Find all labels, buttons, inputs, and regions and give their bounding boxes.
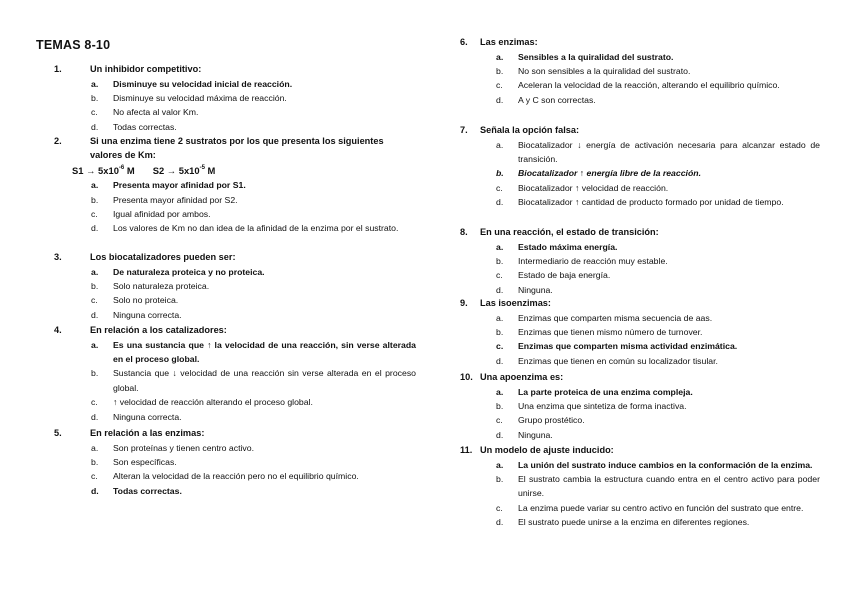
- option-text: Estado de baja energía.: [518, 270, 611, 281]
- option-text: Todas correctas.: [113, 485, 182, 496]
- question-9: [460, 297, 820, 368]
- option-text: Disminuye su velocidad máxima de reacción.: [113, 93, 287, 103]
- option-letter: b.: [496, 401, 504, 411]
- option-a: [91, 441, 416, 455]
- option-letter: b.: [91, 93, 99, 103]
- option-a: [496, 50, 820, 64]
- option-b: [496, 166, 820, 180]
- option-letter: c.: [91, 471, 98, 482]
- option-text: La unión del sustrato induce cambios en la conformación de la enzima.: [518, 459, 813, 470]
- option-b: [91, 193, 416, 207]
- question-number: 9.: [460, 298, 468, 308]
- option-letter: d.: [496, 355, 504, 366]
- option-c: [91, 469, 416, 483]
- question-5: [36, 427, 416, 498]
- option-letter: b.: [91, 281, 99, 291]
- option-d: [91, 410, 416, 424]
- option-letter: a.: [496, 386, 504, 397]
- question-number: 5.: [54, 428, 62, 438]
- option-letter: b.: [496, 66, 504, 76]
- option-letter: d.: [496, 429, 504, 440]
- option-letter: c.: [496, 341, 504, 352]
- option-letter: d.: [91, 309, 99, 320]
- option-d: [496, 428, 820, 442]
- option-text: Enzimas que comparten misma actividad enzimática.: [518, 341, 738, 352]
- option-letter: a.: [496, 459, 504, 470]
- options-list: [460, 50, 820, 108]
- option-text: Biocatalizador ↑ energía libre de la reacción.: [518, 168, 701, 179]
- option-text: Grupo prostético.: [518, 415, 585, 426]
- option-d: [496, 195, 820, 209]
- question-8: [460, 226, 820, 297]
- option-text: Son proteínas y tienen centro activo.: [113, 442, 255, 453]
- option-text: Solo no proteica.: [113, 295, 179, 306]
- option-d: [496, 283, 820, 297]
- option-text: Enzimas que comparten misma secuencia de aas.: [518, 312, 713, 323]
- option-b: [91, 366, 416, 395]
- option-letter: a.: [496, 312, 504, 323]
- option-text: Todas correctas.: [113, 121, 177, 132]
- option-a: [91, 338, 416, 367]
- option-letter: d.: [496, 197, 504, 208]
- option-a: [496, 311, 820, 325]
- option-c: [91, 207, 416, 221]
- option-text: Sensibles a la quiralidad del sustrato.: [518, 51, 674, 62]
- option-b: [496, 325, 820, 339]
- question-text: Una apoenzima es:: [480, 372, 564, 382]
- question-4: [36, 324, 416, 424]
- option-letter: d.: [496, 284, 504, 295]
- question-text: Las enzimas:: [480, 37, 538, 47]
- question-heading: [460, 297, 820, 311]
- option-text: Igual afinidad por ambos.: [113, 209, 211, 219]
- option-letter: c.: [91, 397, 98, 408]
- question-1: [36, 63, 416, 134]
- option-text: Los valores de Km no dan idea de la afinidad de la enzima por el sustrato.: [113, 223, 399, 234]
- option-a: [496, 385, 820, 399]
- question-3: [36, 251, 416, 322]
- option-letter: a.: [496, 51, 504, 62]
- options-list: [36, 178, 416, 236]
- option-text: No son sensibles a la quiralidad del sustrato.: [518, 66, 691, 76]
- option-letter: a.: [91, 442, 99, 453]
- question-text: Las isoenzimas:: [480, 298, 551, 308]
- option-letter: d.: [91, 121, 99, 132]
- option-a: [496, 240, 820, 254]
- option-text: El sustrato cambia la estructura cuando entra en el centro activo para poder unirse.: [518, 474, 820, 499]
- option-letter: b.: [496, 168, 504, 179]
- option-b: [496, 254, 820, 268]
- option-text: Presenta mayor afinidad por S2.: [113, 194, 238, 205]
- option-letter: c.: [496, 80, 503, 91]
- option-letter: d.: [496, 517, 504, 528]
- option-text: Enzimas que tienen mismo número de turnover.: [518, 327, 703, 337]
- km-s1: $S1 \to 5x10^{-6}$ M: [72, 165, 135, 177]
- option-d: [496, 93, 820, 107]
- question-heading: [36, 63, 416, 77]
- option-a: [91, 178, 416, 192]
- km-values: [36, 164, 416, 178]
- option-letter: c.: [496, 182, 503, 193]
- options-list: [36, 265, 416, 323]
- option-letter: d.: [496, 94, 504, 105]
- question-11: [460, 444, 820, 530]
- option-text: Solo naturaleza proteica.: [113, 281, 210, 291]
- option-text: ↑ velocidad de reacción alterando el proceso global.: [113, 397, 313, 408]
- question-number: 10.: [460, 372, 473, 382]
- question-heading: [460, 36, 820, 50]
- question-text: En una reacción, el estado de transición:: [480, 227, 659, 237]
- question-heading: [460, 371, 820, 385]
- option-letter: a.: [91, 180, 99, 191]
- option-text: Biocatalizador ↑ cantidad de producto formado por unidad de tiempo.: [518, 197, 784, 208]
- question-6: [460, 36, 820, 107]
- option-text: Ninguna.: [518, 429, 553, 440]
- option-text: Enzimas que tienen en común su localizador tisular.: [518, 355, 718, 366]
- question-text: Un inhibidor competitivo:: [90, 64, 202, 74]
- option-a: [496, 138, 820, 167]
- question-text: Un modelo de ajuste inducido:: [480, 445, 614, 455]
- page-title: TEMAS 8-10: [36, 38, 111, 52]
- option-letter: d.: [91, 485, 99, 496]
- option-text: Estado máxima energía.: [518, 241, 618, 252]
- option-text: No afecta al valor Km.: [113, 107, 199, 118]
- option-letter: d.: [91, 411, 99, 422]
- option-d: [91, 308, 416, 322]
- question-text: Señala la opción falsa:: [480, 125, 580, 135]
- option-letter: b.: [91, 368, 99, 379]
- option-letter: b.: [91, 194, 99, 205]
- options-list: [460, 458, 820, 530]
- option-b: [496, 64, 820, 78]
- options-list: [460, 240, 820, 298]
- option-text: Ninguna.: [518, 284, 553, 295]
- option-text: Son específicas.: [113, 457, 177, 467]
- km-s2: $S2 \to 5x10^{-5}$ M: [152, 165, 216, 177]
- option-text: El sustrato puede unirse a la enzima en diferentes regiones.: [518, 517, 750, 528]
- option-letter: b.: [91, 457, 99, 467]
- option-b: [91, 455, 416, 469]
- question-text: Los biocatalizadores pueden ser:: [90, 252, 236, 262]
- option-text: La parte proteica de una enzima compleja.: [518, 386, 693, 397]
- option-letter: c.: [91, 209, 98, 219]
- option-letter: a.: [91, 339, 99, 350]
- option-b: [91, 279, 416, 293]
- option-a: [91, 265, 416, 279]
- option-letter: a.: [91, 266, 99, 277]
- question-heading: [460, 124, 820, 138]
- option-letter: d.: [91, 223, 99, 234]
- option-text: Ninguna correcta.: [113, 411, 182, 422]
- options-list: [460, 138, 820, 210]
- option-d: [496, 515, 820, 529]
- option-c: [496, 501, 820, 515]
- option-a: [91, 77, 416, 91]
- option-letter: c.: [91, 295, 98, 306]
- option-d: [496, 354, 820, 368]
- question-heading: [460, 444, 820, 458]
- question-heading: [36, 324, 416, 338]
- option-text: La enzima puede variar su centro activo en función del sustrato que entre.: [518, 502, 804, 513]
- option-text: Intermediario de reacción muy estable.: [518, 256, 668, 266]
- option-text: De naturaleza proteica y no proteica.: [113, 266, 265, 277]
- option-c: [91, 293, 416, 307]
- question-number: 1.: [54, 64, 62, 74]
- option-c: [496, 413, 820, 427]
- question-heading: [36, 427, 416, 441]
- option-letter: b.: [496, 474, 504, 484]
- option-text: Biocatalizador ↑ velocidad de reacción.: [518, 182, 669, 193]
- option-text: Una enzima que sintetiza de forma inactiva.: [518, 401, 687, 411]
- option-letter: c.: [91, 107, 98, 118]
- question-text: En relación a las enzimas:: [90, 428, 205, 438]
- question-number: 4.: [54, 325, 62, 335]
- question-heading: [36, 251, 416, 265]
- option-c: [91, 105, 416, 119]
- option-c: [496, 181, 820, 195]
- option-c: [496, 78, 820, 92]
- option-c: [91, 395, 416, 409]
- option-text: Aceleran la velocidad de la reacción, alterando el equilibrio químico.: [518, 80, 780, 91]
- option-b: [91, 91, 416, 105]
- option-text: A y C son correctas.: [518, 94, 596, 105]
- option-text: Sustancia que ↓ velocidad de una reacción sin verse alterada en el proceso global.: [113, 368, 416, 393]
- option-letter: c.: [496, 270, 503, 281]
- question-number: 3.: [54, 252, 62, 262]
- option-d: [91, 120, 416, 134]
- option-letter: a.: [91, 78, 99, 89]
- question-10: [460, 371, 820, 442]
- question-7: [460, 124, 820, 210]
- option-letter: c.: [496, 502, 503, 513]
- options-list: [460, 311, 820, 369]
- option-text: Disminuye su velocidad inicial de reacción.: [113, 78, 293, 89]
- option-text: Ninguna correcta.: [113, 309, 182, 320]
- option-letter: b.: [496, 327, 504, 337]
- option-text: Es una sustancia que ↑ la velocidad de una reacción, sin verse alterada en el proceso global.: [113, 339, 416, 364]
- option-d: [91, 484, 416, 498]
- option-letter: a.: [496, 139, 504, 150]
- question-number: 8.: [460, 227, 468, 237]
- question-number: 6.: [460, 37, 468, 47]
- option-letter: a.: [496, 241, 504, 252]
- option-text: Alteran la velocidad de la reacción pero no el equilibrio químico.: [113, 471, 359, 482]
- option-text: Presenta mayor afinidad por S1.: [113, 180, 246, 191]
- option-d: [91, 221, 416, 235]
- question-text: En relación a los catalizadores:: [90, 325, 227, 335]
- option-letter: c.: [496, 415, 503, 426]
- question-heading: [460, 226, 820, 240]
- option-c: [496, 268, 820, 282]
- option-letter: b.: [496, 256, 504, 266]
- question-number: 11.: [460, 445, 473, 455]
- question-number: 7.: [460, 125, 468, 135]
- option-a: [496, 458, 820, 472]
- question-heading: [36, 135, 416, 162]
- question-text: Si una enzima tiene 2 sustratos por los que presenta los siguientes valores de Km:: [90, 136, 384, 160]
- option-b: [496, 399, 820, 413]
- question-2: [36, 135, 416, 236]
- options-list: [36, 77, 416, 135]
- option-c: [496, 339, 820, 353]
- option-text: Biocatalizador ↓ energía de activación necesaria para alcanzar estado de transición.: [518, 139, 820, 164]
- options-list: [36, 441, 416, 499]
- options-list: [36, 338, 416, 424]
- question-number: 2.: [54, 136, 62, 146]
- options-list: [460, 385, 820, 443]
- option-b: [496, 472, 820, 501]
